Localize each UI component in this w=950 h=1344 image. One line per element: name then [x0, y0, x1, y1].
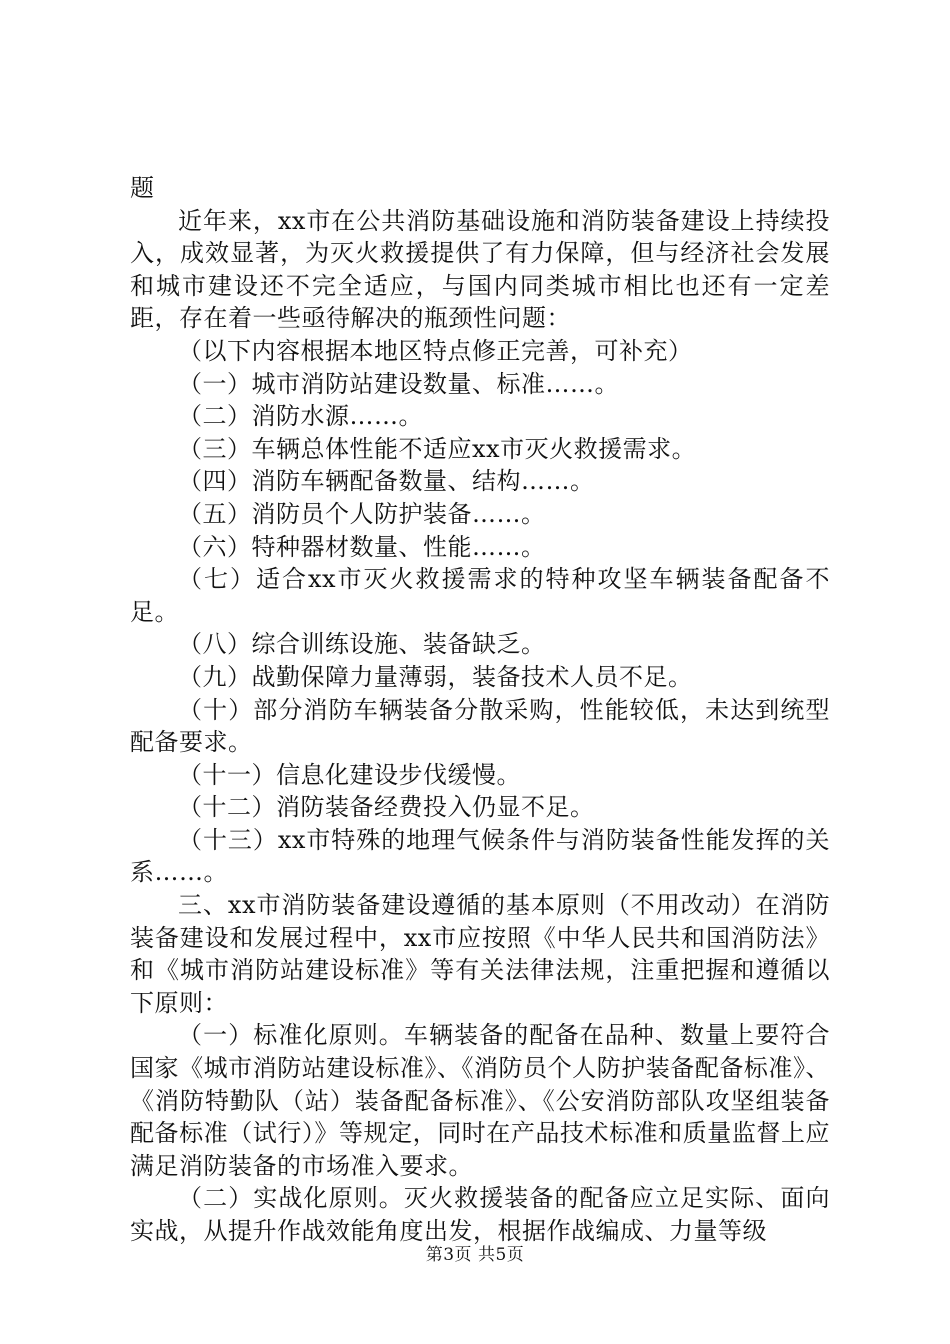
paragraph: （九）战勤保障力量薄弱，装备技术人员不足。 [178, 662, 693, 691]
paragraph: （六）特种器材数量、性能……。 [178, 532, 546, 561]
paragraph: （四）消防车辆配备数量、结构……。 [178, 467, 595, 496]
paragraph: （八）综合训练设施、装备缺乏。 [178, 630, 546, 659]
paragraph: （十）部分消防车辆装备分散采购，性能较低，未达到统型配备要求。 [130, 695, 830, 757]
paragraph: （二）实战化原则。灭火救援装备的配备应立足实际、面向实战，从提升作战效能角度出发，根据作战编成、力量等级 [130, 1184, 830, 1245]
paragraph: （十一）信息化建设步伐缓慢。 [178, 760, 521, 789]
paragraph: 题 [130, 174, 155, 202]
page-number-footer: 第3页 共5页 [425, 1245, 525, 1265]
paragraph: （五）消防员个人防护装备……。 [178, 499, 546, 528]
paragraph: （十三）xx市特殊的地理气候条件与消防装备性能发挥的关系……。 [130, 825, 830, 887]
paragraph: 三、xx市消防装备建设遵循的基本原则（不用改动）在消防装备建设和发展过程中，xx市应按照《中华人民共和国消防法》和《城市消防站建设标准》等有关法律法规，注重把握和遵循以下原则： [130, 891, 830, 1017]
document-body [130, 172, 830, 1248]
paragraph: （十二）消防装备经费投入仍显不足。 [178, 793, 595, 822]
paragraph: （三）车辆总体性能不适应xx市灭火救援需求。 [178, 434, 697, 463]
paragraph: （一）标准化原则。车辆装备的配备在品种、数量上要符合国家《城市消防站建设标准》、《消防员个人防护装备配备标准》、《消防特勤队（站）装备配备标准》、《公安消防部队攻坚组装备配备标准（试行）》等规定，同时在产品技术标准和质量监督上应满足消防装备的市场准入要求。 [130, 1021, 830, 1180]
paragraph: （二）消防水源……。 [178, 402, 423, 431]
paragraph: （一）城市消防站建设数量、标准……。 [178, 369, 619, 398]
paragraph: （七）适合xx市灭火救援需求的特种攻坚车辆装备配备不足。 [130, 565, 830, 626]
paragraph: （以下内容根据本地区特点修正完善，可补充） [178, 336, 693, 365]
paragraph: 近年来，xx市在公共消防基础设施和消防装备建设上持续投入，成效显著，为灭火救援提供了有力保障，但与经济社会发展和城市建设还不完全适应，与国内同类城市相比也还有一定差距，存在着一些亟待解决的瓶颈性问题： [130, 206, 830, 333]
